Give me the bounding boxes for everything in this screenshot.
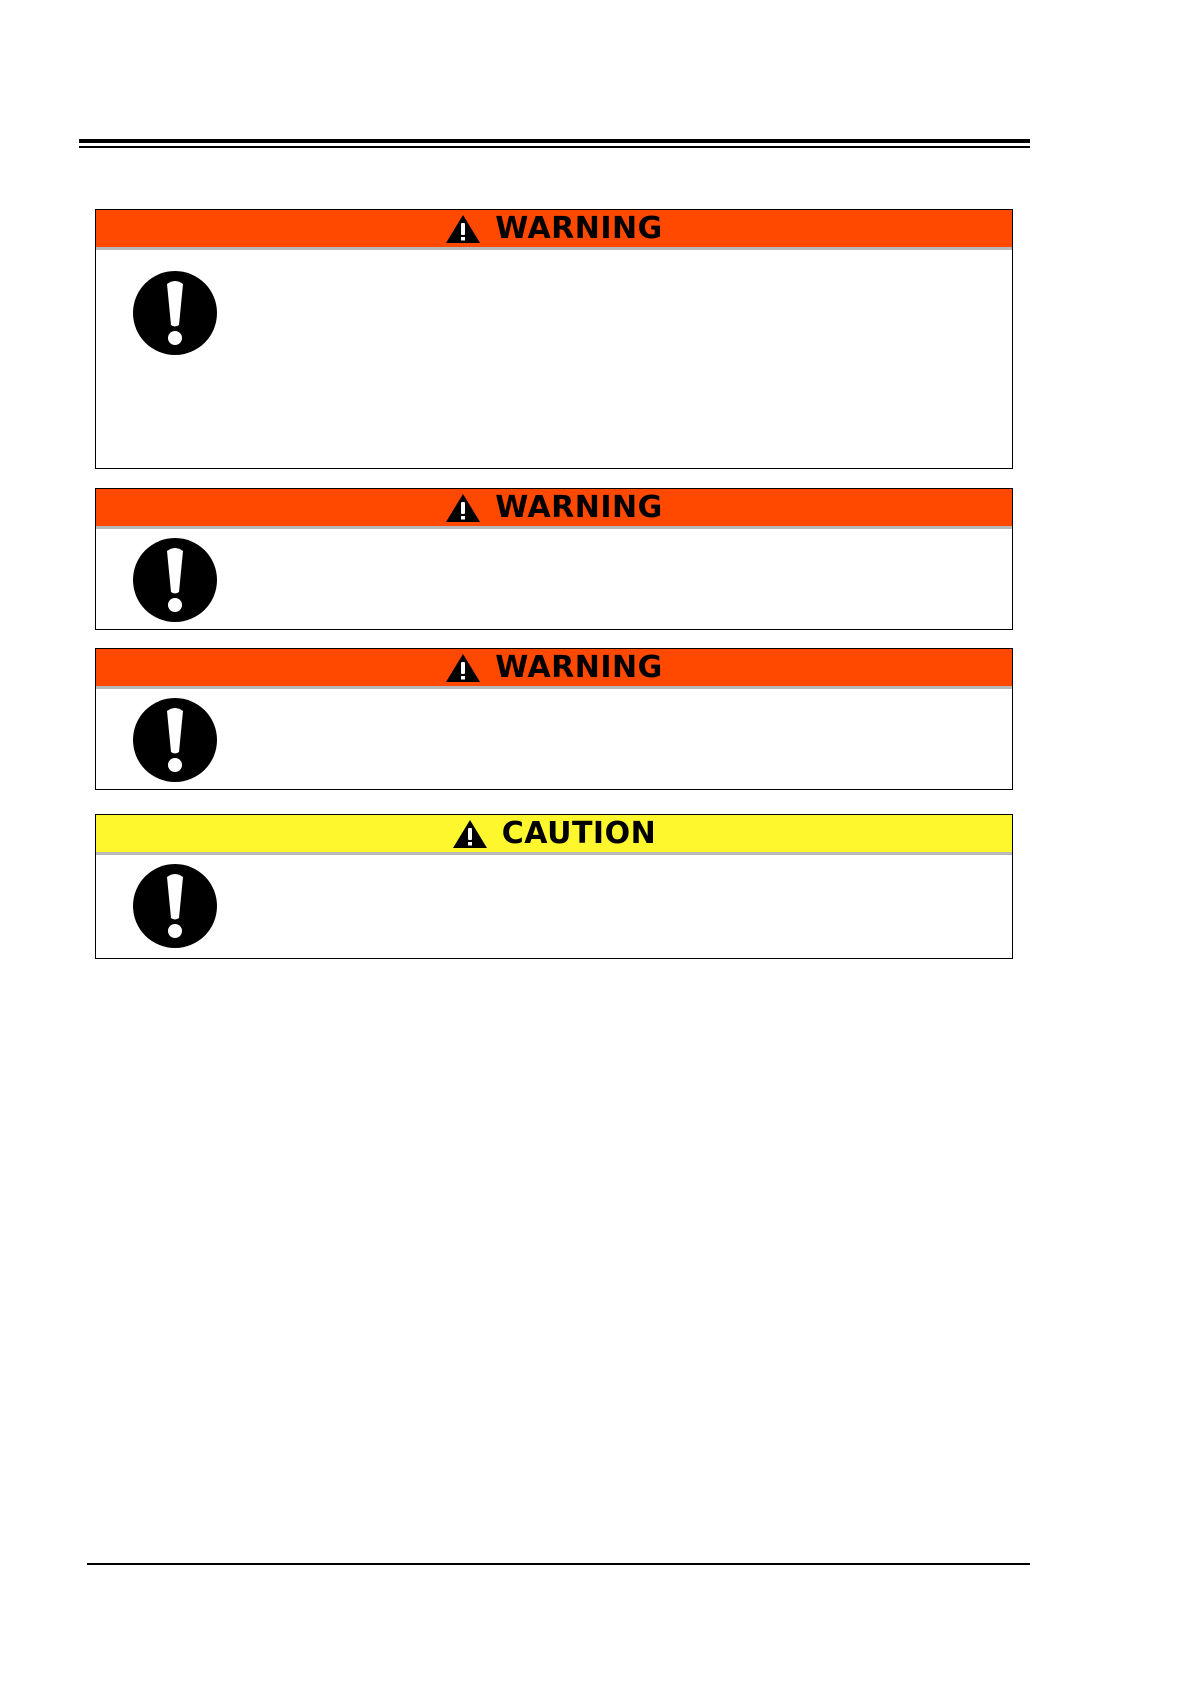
warning-notice-2 xyxy=(95,488,1013,630)
notice-header xyxy=(96,815,1012,855)
mandatory-action-icon xyxy=(132,537,218,623)
notice-label: WARNING xyxy=(495,210,663,246)
notice-header xyxy=(96,210,1012,250)
footer-rule xyxy=(87,1563,1030,1565)
mandatory-action-icon xyxy=(132,863,218,949)
mandatory-action-icon xyxy=(132,270,218,356)
notice-body xyxy=(96,855,1012,957)
notice-body xyxy=(96,529,1012,628)
notice-label: WARNING xyxy=(495,489,663,525)
notice-header xyxy=(96,649,1012,689)
notice-label: CAUTION xyxy=(501,815,657,851)
warning-triangle-icon xyxy=(445,653,481,683)
warning-triangle-icon xyxy=(445,493,481,523)
warning-triangle-icon xyxy=(445,214,481,244)
notice-header xyxy=(96,489,1012,529)
notice-body xyxy=(96,250,1012,467)
mandatory-action-icon xyxy=(132,697,218,783)
caution-notice xyxy=(95,814,1013,959)
notice-body xyxy=(96,689,1012,788)
warning-notice-3 xyxy=(95,648,1013,790)
warning-notice-1 xyxy=(95,209,1013,469)
header-rule xyxy=(79,139,1030,148)
warning-triangle-icon xyxy=(452,819,488,849)
notice-label: WARNING xyxy=(495,649,663,685)
